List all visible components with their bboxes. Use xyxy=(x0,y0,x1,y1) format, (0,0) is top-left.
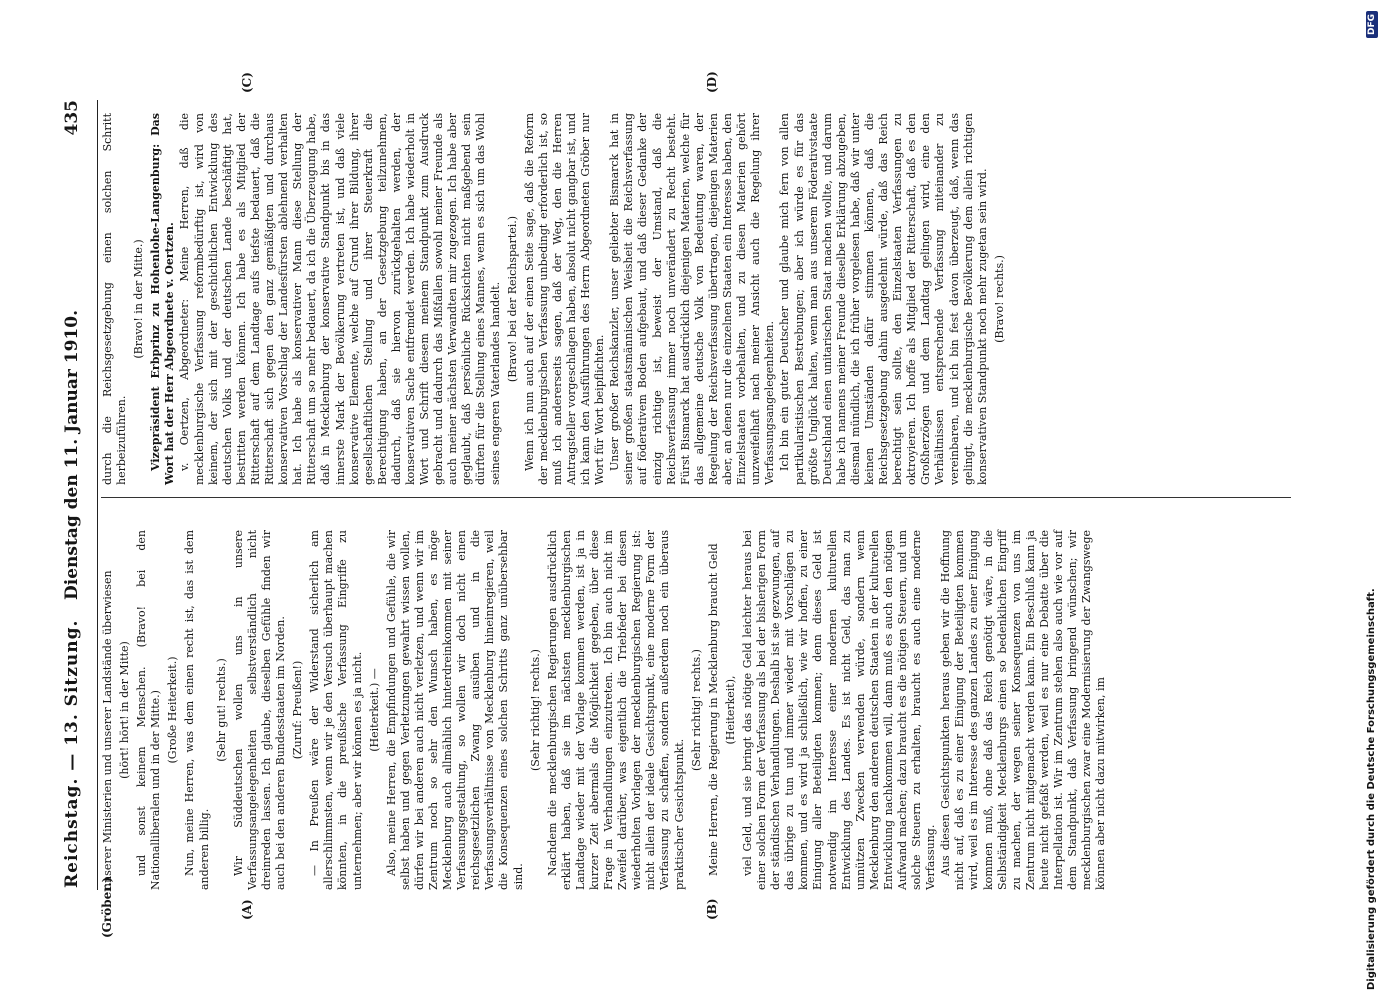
left-column-paragraph: und sonst keinem Menschen. (Bravo! bei den Nationalliberalen und in der Mitte.) xyxy=(135,530,163,890)
header-rule xyxy=(97,100,98,890)
left-column-paragraph: viel Geld, und sie bringt das nötige Geld leichter heraus bei einer solchen Form der Verfassung als bei der bisherigen Form der ständischen Verhandlungen. Deshalb ist sie gezwungen, auf das übrige zu tun und immer wieder mit Vorschlägen zu kommen, und es wird ja schließlich, wie wir hoffen, zu einer Einigung aller Beteiligten kommen; denn dieses Geld ist notwendig im Interesse einer modernen kulturellen Entwicklung des Landes. Es ist nicht Geld, das man zu unnützen Zwecken verwenden würde, sondern wenn Mecklenburg den anderen deutschen Staaten in der kulturellen Entwicklung nachkommen will, dann muß es auch den nötigen Aufwand machen; dazu braucht es die nötigen Steuern, und um solche Steuern zu erhalten, braucht es auch eine moderne Verfassung. xyxy=(740,530,938,890)
margin-letter-c: (C) xyxy=(240,72,254,93)
right-column-paragraph: Ich bin ein guter Deutscher und glaube mich fern von allen partikularistischen Bestrebungen; aber ich würde es für das größte Unglück halten, wenn man aus unserem Föderativstaate Deutschland einen unitarischen Staat machen wollte, und darum habe ich namens meiner Freunde dieselbe Erklärung abzugeben, diesmal mündlich, die ich früher vorgelesen habe, daß wir unter keinen Umständen dafür stimmen können, daß die Reichsgesetzgebung dahin ausgedehnt würde, daß das Reich berechtigt sein sollte, den Einzelstaaten Verfassungen zu oktroyieren. Ich hoffe als Mitglied der Ritterschaft, daß es den Großherzögen und dem Landtag gelingen wird, eine den Verhältnissen entsprechende Verfassung miteinander zu vereinbaren, und ich bin fest davon überzeugt, daß, wenn das gelingt, die mecklenburgische Bevölkerung dem allein richtigen konservativen Standpunkt noch mehr zugetan sein wird. xyxy=(778,113,989,485)
left-column-interjection: (Heiterkeit), xyxy=(723,675,737,745)
right-column-paragraph: durch die Reichsgesetzgebung einen solchen Schritt herbeizuführen. xyxy=(101,113,129,485)
margin-letter-d: (D) xyxy=(705,71,719,93)
left-column-paragraph: Wir Süddeutschen wollen uns in unsere Verfassungsangelegenheiten selbstverständlich nicht dreinreden lassen. Ich glaube, dieselben Gefühle finden wir auch bei den anderen Bundesstaaten im Norden. xyxy=(231,530,288,890)
column-divider xyxy=(101,497,1291,498)
margin-letter-a: (A) xyxy=(240,899,254,920)
left-column-interjection: (Große Heiterkeit.) xyxy=(166,656,180,764)
dfg-logo: DFG xyxy=(1366,11,1378,38)
margin-letter-b: (B) xyxy=(705,898,719,920)
left-column-paragraph: Aus diesen Gesichtspunkten heraus geben wir die Hoffnung nicht auf, daß es zu einer Einigung der Beteiligten kommen wird, weil es im Interesse des ganzen Landes zu einer Einigung kommen muß, ohne daß das Reich genötigt wäre, in die Selbständigkeit Mecklenburgs einen so bedenklichen Eingriff zu machen, der wegen seiner Konsequenzen von uns im Zentrum nicht mitgemacht werden kann. Ein Beschluß kann ja heute nicht gefaßt werden, weil es nur eine Debatte über die Interpellation ist. Wir im Zentrum stehen also auch wie vor auf dem Standpunkt, daß Verfassung bringend wünschen; wir mecklenburgischen zwar eine Modernisierung der Zwangswege können aber nicht dazu mitwirken, im xyxy=(939,530,1108,890)
right-column-paragraph: Unser großer Reichskanzler, unser geliebter Bismarck hat in seiner großen staatsmännischen Weisheit die Reichsverfassung auf föderativem Boden aufgebaut, und daß dieser Gedanke der einzig richtige ist, beweist der Umstand, daß die Reichsverfassung immer noch unverändert zu Recht besteht. Fürst Bismarck hat ausdrücklich diejenigen Materien, welche für das allgemeine deutsche Volk von Bedeutung waren, der Regelung der Reichsverfassung übertragen, diejenigen Materien aber, an denen nur die einzelnen Staaten ein Interesse haben, den Einzelstaaten vorbehalten, und zu diesen Materien gehört unzweifelhaft nach meiner Ansicht auch die Regelung ihrer Verfassungsangelegenheiten. xyxy=(608,113,777,485)
left-column-interjection: (hört! hört! in der Mitte) xyxy=(118,641,132,779)
left-column-paragraph: Meine Herren, die Regierung in Mecklenburg braucht Geld xyxy=(706,543,720,876)
left-column-paragraph: unserer Ministerien und unserer Landstände überwiesen xyxy=(101,570,114,890)
right-column-paragraph: v. Oertzen, Abgeordneter: Meine Herren, daß die mecklenburgische Verfassung reformbedürftig ist, wird von keinem, der sich mit der geschichtlichen Entwicklung des deutschen Volks und der deutschen Lande beschäftigt hat, bestritten werden können. Ich habe es als Mitglied der Ritterschaft auf dem Landtage aufs tiefste bedauert, daß die Ritterschaft sich gegen den ganz gemäßigten und durchaus konservativen Vorschlag der Landesfürsten ablehnend verhalten hat. Ich habe als konservativer Mann diese Stellung der Ritterschaft um so mehr bedauert, da ich die Überzeugung habe, daß in Mecklenburg der konservative Standpunkt bis in das innerste Mark der Bevölkerung vertreten ist, und daß viele konservative Elemente, welche auf Grund ihrer Bildung, ihrer gesellschaftlichen Stellung und ihrer Steuerkraft die Berechtigung haben, an der Gesetzgebung teilzunehmen, dadurch, daß sie hiervon zurückgehalten werden, der konservativen Sache entfremdet werden. Ich habe wiederholt in Wort und Schrift diesem meinem Standpunkt zum Ausdruck gebracht und dadurch das Mißfallen sowohl meiner Freunde als auch meiner nächsten Verwandten mir zugezogen. Ich habe aber geglaubt, daß persönliche Rücksichten nicht maßgebend sein dürften für die Stellung eines Mannes, wenn es sich um das Wohl seines engeren Vaterlandes handelt. xyxy=(178,113,502,485)
left-column-interjection: (Sehr gut! rechts.) xyxy=(214,658,228,762)
left-column-paragraph: Nachdem die mecklenburgischen Regierungen ausdrücklich erklärt haben, daß sie im nächsten mecklenburgischen Landtage wieder mit der Vorlage kommen werden, ist ja in kurzer Zeit abermals die Möglichkeit gegeben, über diese Frage in Verhandlungen einzutreten. Ich bin auch nicht im Zweifel darüber, was eigentlich die Triebfeder bei diesen wiederholten Vorlagen der mecklenburgischen Regierung ist: nicht allein der ideale Gesichtspunkt, eine moderne Form der Verfassung zu schaffen, sondern außerdem noch ein überaus praktischer Gesichtspunkt. xyxy=(545,530,686,890)
right-column-interjection: (Bravo! bei der Reichspartei.) xyxy=(505,215,519,383)
header-date: Dienstag den 11. Januar 1910. xyxy=(62,310,82,600)
right-column-paragraph: Vizepräsident Erbprinz zu Hohenlohe-Langenburg: Das Wort hat der Herr Abgeordnete v. Oertzen. xyxy=(149,113,177,485)
right-column-interjection: (Bravo! rechts.) xyxy=(992,255,1006,343)
left-column-interjection: (Sehr richtig! rechts.) xyxy=(528,649,542,771)
left-column-interjection: (Heiterkeit.) — xyxy=(367,668,381,752)
left-column-interjection: (Sehr richtig! rechts.) xyxy=(689,649,703,771)
left-column-paragraph: Nun, meine Herren, was dem einen recht ist, das ist dem anderen billig. xyxy=(183,530,211,890)
footer-credit-text: Digitalisierung gefördert durch die Deutsche Forschungsgemeinschaft. xyxy=(1366,588,1377,990)
left-column-paragraph: — In Preußen wäre der Widerstand sicherlich am allerschlimmsten, wenn wir je den Versuch überhaupt machen könnten, in die preußische Verfassung Eingriffe zu unternehmen; aber wir können es ja nicht. xyxy=(308,530,364,890)
speaker-margin-label: (Gröber.) xyxy=(100,876,114,938)
right-column-paragraph: Wenn ich nun auch auf der einen Seite sage, daß die Reform der mecklenburgischen Verfassung unbedingt erforderlich ist, so muß ich andererseits sagen, daß der Weg, den die Herren Antragsteller vorgeschlagen haben, absolut nicht gangbar ist, und ich kann den Ausführungen des Herrn Abgeordneten Gröber nur Wort für Wort beipflichten. xyxy=(522,113,607,485)
left-column-interjection: (Zuruf: Preußen!) xyxy=(291,660,305,760)
right-text-column xyxy=(101,113,1010,485)
footer-credit xyxy=(1366,588,1377,990)
page-number: 435 xyxy=(62,100,82,136)
header-left: Reichstag. — 13. Sitzung. xyxy=(62,619,82,888)
right-column-interjection: (Bravo! in der Mitte.) xyxy=(132,239,146,359)
left-column-paragraph: Also, meine Herren, die Empfindungen und Gefühle, die wir selbst haben und gegen Verletzungen gewahrt wissen wollen, dürfen wir bei anderen auch nicht verletzen, und wenn wir im Zentrum noch so sehr den Wunsch haben, es möge Mecklenburg auch allmählich hinterdreinkommen mit seiner Verfassungsgestaltung, so wollen wir doch nicht einen reichsgesetzlichen Zwang ausüben und in die Verfassungsverhältnisse von Mecklenburg hineinregieren, weil die Konsequenzen eines solchen Schritts ganz unübersehbar sind. xyxy=(384,530,525,890)
left-text-column xyxy=(101,530,1109,890)
